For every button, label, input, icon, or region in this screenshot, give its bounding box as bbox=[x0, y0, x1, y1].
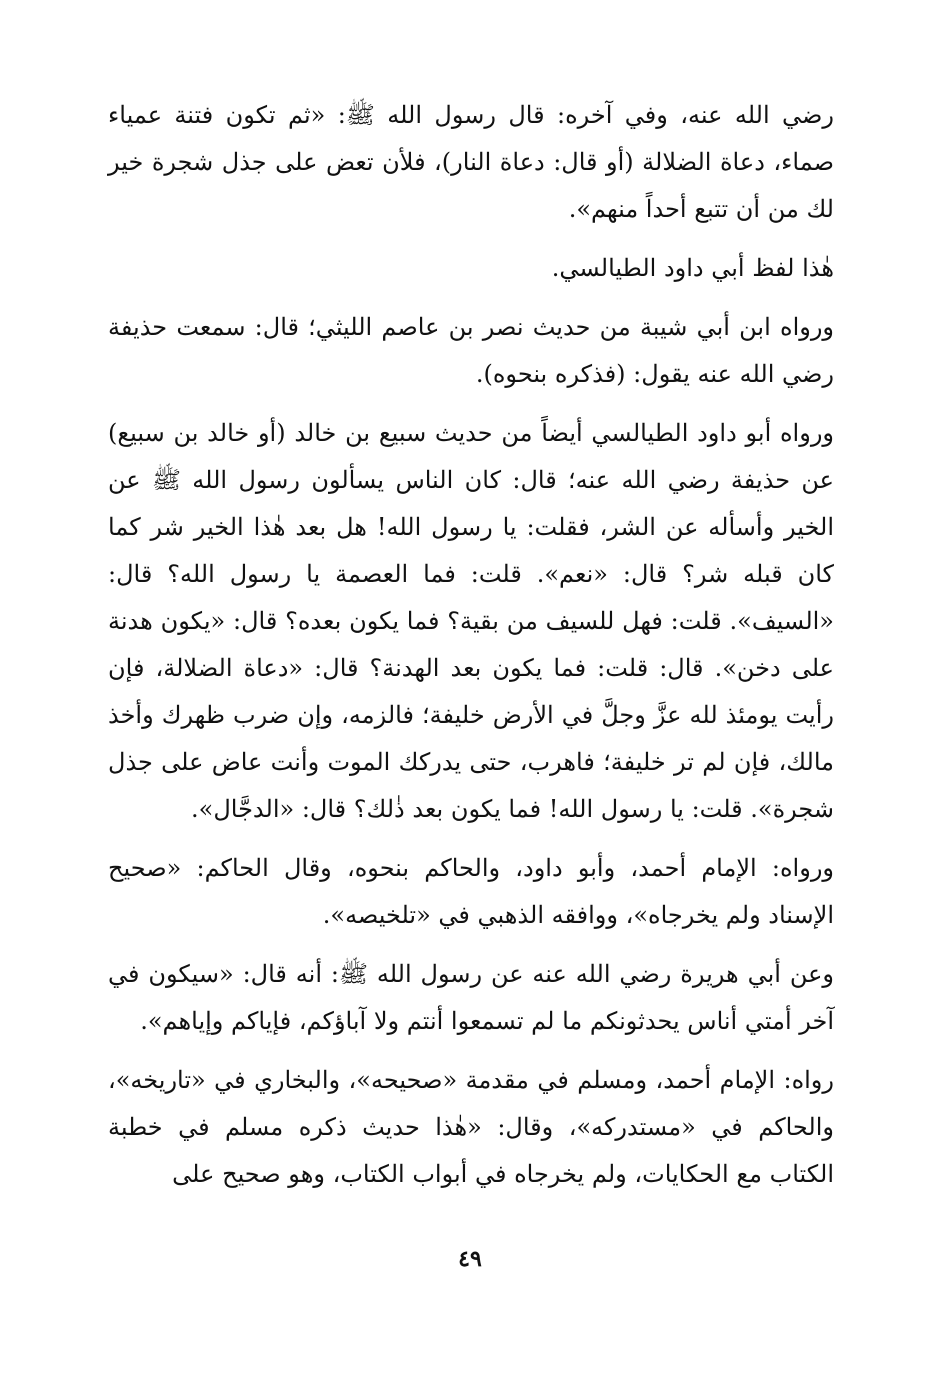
paragraph-5: ورواه: الإمام أحمد، وأبو داود، والحاكم بنحوه، وقال الحاكم: «صحيح الإسناد ولم يخرجاه»، ووافقه الذهبي في «تلخيصه». bbox=[108, 854, 834, 929]
paragraph-7: رواه: الإمام أحمد، ومسلم في مقدمة «صحيحه»، والبخاري في «تاريخه»، والحاكم في «مستدركه»، وقال: «هٰذا حديث ذكره مسلم في خطبة الكتاب مع الحكايات، ولم يخرجاه في أبواب الكتاب، وهو صحيح على bbox=[108, 1066, 834, 1188]
page-body bbox=[108, 92, 834, 1198]
paragraph-4: ورواه أبو داود الطيالسي أيضاً من حديث سبيع بن خالد (أو خالد بن سبيع) عن حذيفة رضي الله عنه؛ قال: كان الناس يسألون رسول الله ﷺ عن الخير وأسأله عن الشر، فقلت: يا رسول الله! هل بعد هٰذا الخير شر كما كان قبله شر؟ قال: «نعم». قلت: فما العصمة يا رسول الله؟ قال: «السيف». قلت: فهل للسيف من بقية؟ فما يكون بعده؟ قال: «يكون هدنة على دخن». قال: قلت: فما يكون بعد الهدنة؟ قال: «دعاة الضلالة، فإن رأيت يومئذ لله عزَّ وجلَّ في الأرض خليفة؛ فالزمه، وإن ضرب ظهرك وأخذ مالك، فإن لم تر خليفة؛ فاهرب، حتى يدركك الموت وأنت عاض على جذل شجرة». قلت: يا رسول الله! فما يكون بعد ذٰلك؟ قال: «الدجَّال». bbox=[108, 419, 834, 823]
paragraph-3: ورواه ابن أبي شيبة من حديث نصر بن عاصم الليثي؛ قال: سمعت حذيفة رضي الله عنه يقول: (فذكره بنحوه). bbox=[108, 313, 834, 388]
paragraph-1: رضي الله عنه، وفي آخره: قال رسول الله ﷺ: «ثم تكون فتنة عمياء صماء، دعاة الضلالة (أو قال: دعاة النار)، فلأن تعض على جذل شجرة خير لك من أن تتبع أحداً منهم». bbox=[108, 101, 834, 223]
paragraph-2: هٰذا لفظ أبي داود الطيالسي. bbox=[551, 254, 834, 282]
page-number: ٤٩ bbox=[458, 1246, 482, 1272]
paragraph-6: وعن أبي هريرة رضي الله عنه عن رسول الله ﷺ: أنه قال: «سيكون في آخر أمتي أناس يحدثونكم ما لم تسمعوا أنتم ولا آباؤكم، فإياكم وإياهم». bbox=[108, 960, 834, 1035]
